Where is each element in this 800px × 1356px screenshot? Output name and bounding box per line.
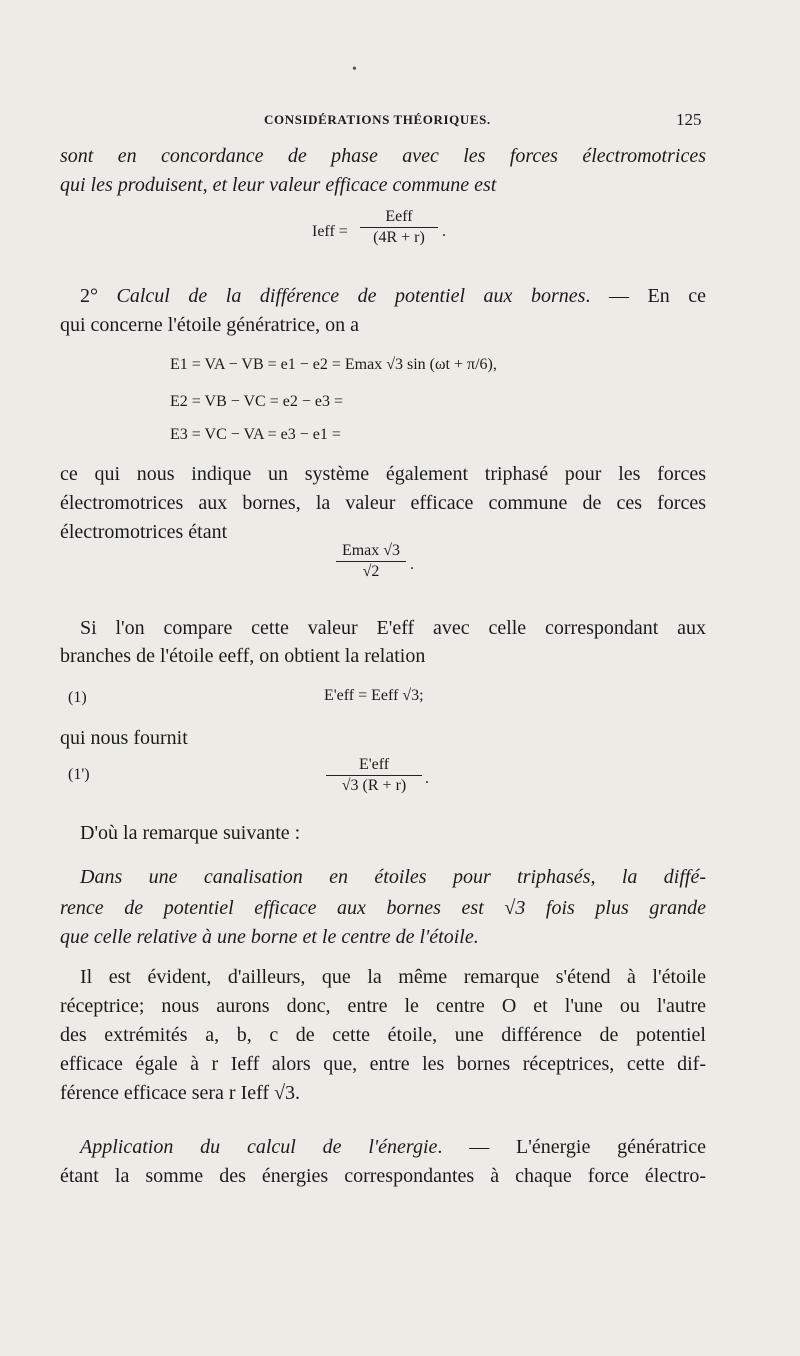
eq1-label: (1) — [68, 689, 87, 706]
running-title: CONSIDÉRATIONS THÉORIQUES. — [264, 112, 491, 127]
system-eq3: E3 = VC − VA = e3 − e1 = — [170, 426, 341, 443]
eq-value-numerator: Emax √3 — [341, 542, 401, 559]
ink-speck: • — [352, 62, 357, 77]
eq1p-numerator: E'eff — [358, 756, 390, 773]
para3-line1: Si l'on compare cette valeur E'eff avec celle correspondant aux — [80, 617, 706, 639]
eq1-formula: E'eff = Eeff √3; — [324, 687, 424, 704]
para6-line3: des extrémités a, b, c de cette étoile, une différence de potentiel — [60, 1024, 706, 1046]
para3-line2: branches de l'étoile eeff, on obtient la relation — [60, 645, 426, 667]
para5-line1: D'où la remarque suivante : — [80, 822, 301, 844]
eq-ieff-period: . — [442, 223, 446, 240]
para2-line1: ce qui nous indique un système également triphasé pour les forces — [60, 463, 706, 485]
eq1p-denominator: √3 (R + r) — [341, 777, 407, 794]
eq-ieff-numerator: Eeff — [385, 208, 413, 225]
remark-line1: Dans une canalisation en étoiles pour triphasés, la diffé- — [80, 866, 706, 888]
running-head — [0, 112, 800, 136]
para7-line2: étant la somme des énergies correspondantes à chaque force électro- — [60, 1165, 706, 1187]
system-eq2: E2 = VB − VC = e2 − e3 = — [170, 393, 343, 410]
fraction-bar — [336, 561, 406, 562]
para1-line2: qui les produisent, et leur valeur efficace commune est — [60, 174, 497, 196]
remark-line2: rence de potentiel efficace aux bornes est √3 fois plus grande — [60, 897, 706, 919]
remark-line3: que celle relative à une borne et le centre de l'étoile. — [60, 926, 479, 948]
para7-heading: Application du calcul de l'énergie. — L'énergie génératrice — [80, 1136, 706, 1158]
eq-ieff-denominator: (4R + r) — [373, 229, 425, 246]
eq1p-fraction — [326, 756, 422, 795]
para7-line1 — [80, 1136, 706, 1159]
para2-line2: électromotrices aux bornes, la valeur efficace commune de ces forces — [60, 492, 706, 514]
section2-line1 — [80, 285, 706, 308]
eq-value-denominator: √2 — [362, 563, 380, 580]
para4-line1: qui nous fournit — [60, 727, 188, 749]
para6-line5: férence efficace sera r Ieff √3. — [60, 1082, 301, 1104]
eq1p-label: (1') — [68, 766, 90, 783]
para2-line3: électromotrices étant — [60, 521, 228, 543]
eq-ieff-lhs: Ieff = — [312, 223, 348, 240]
fraction-bar — [326, 775, 422, 776]
page-number: 125 — [676, 110, 702, 129]
system-eq1: E1 = VA − VB = e1 − e2 = Emax √3 sin (ωt + π/6), — [170, 356, 497, 373]
para6-line1: Il est évident, d'ailleurs, que la même remarque s'étend à l'étoile — [80, 966, 706, 988]
eq-value-fraction — [336, 542, 406, 581]
section2-heading: 2° Calcul de la différence de potentiel aux bornes. — En ce — [80, 285, 706, 307]
para6-line4: efficace égale à r Ieff alors que, entre les bornes réceptrices, cette dif- — [60, 1053, 706, 1075]
para1-line1: sont en concordance de phase avec les forces électromotrices — [60, 145, 706, 167]
para6-line2: réceptrice; nous aurons donc, entre le centre O et l'une ou l'autre — [60, 995, 706, 1017]
fraction-bar — [360, 227, 438, 228]
section2-line2: qui concerne l'étoile génératrice, on a — [60, 314, 360, 336]
eq1p-period: . — [425, 770, 429, 787]
eq-value-period: . — [410, 556, 414, 573]
eq-ieff-fraction — [360, 208, 438, 247]
